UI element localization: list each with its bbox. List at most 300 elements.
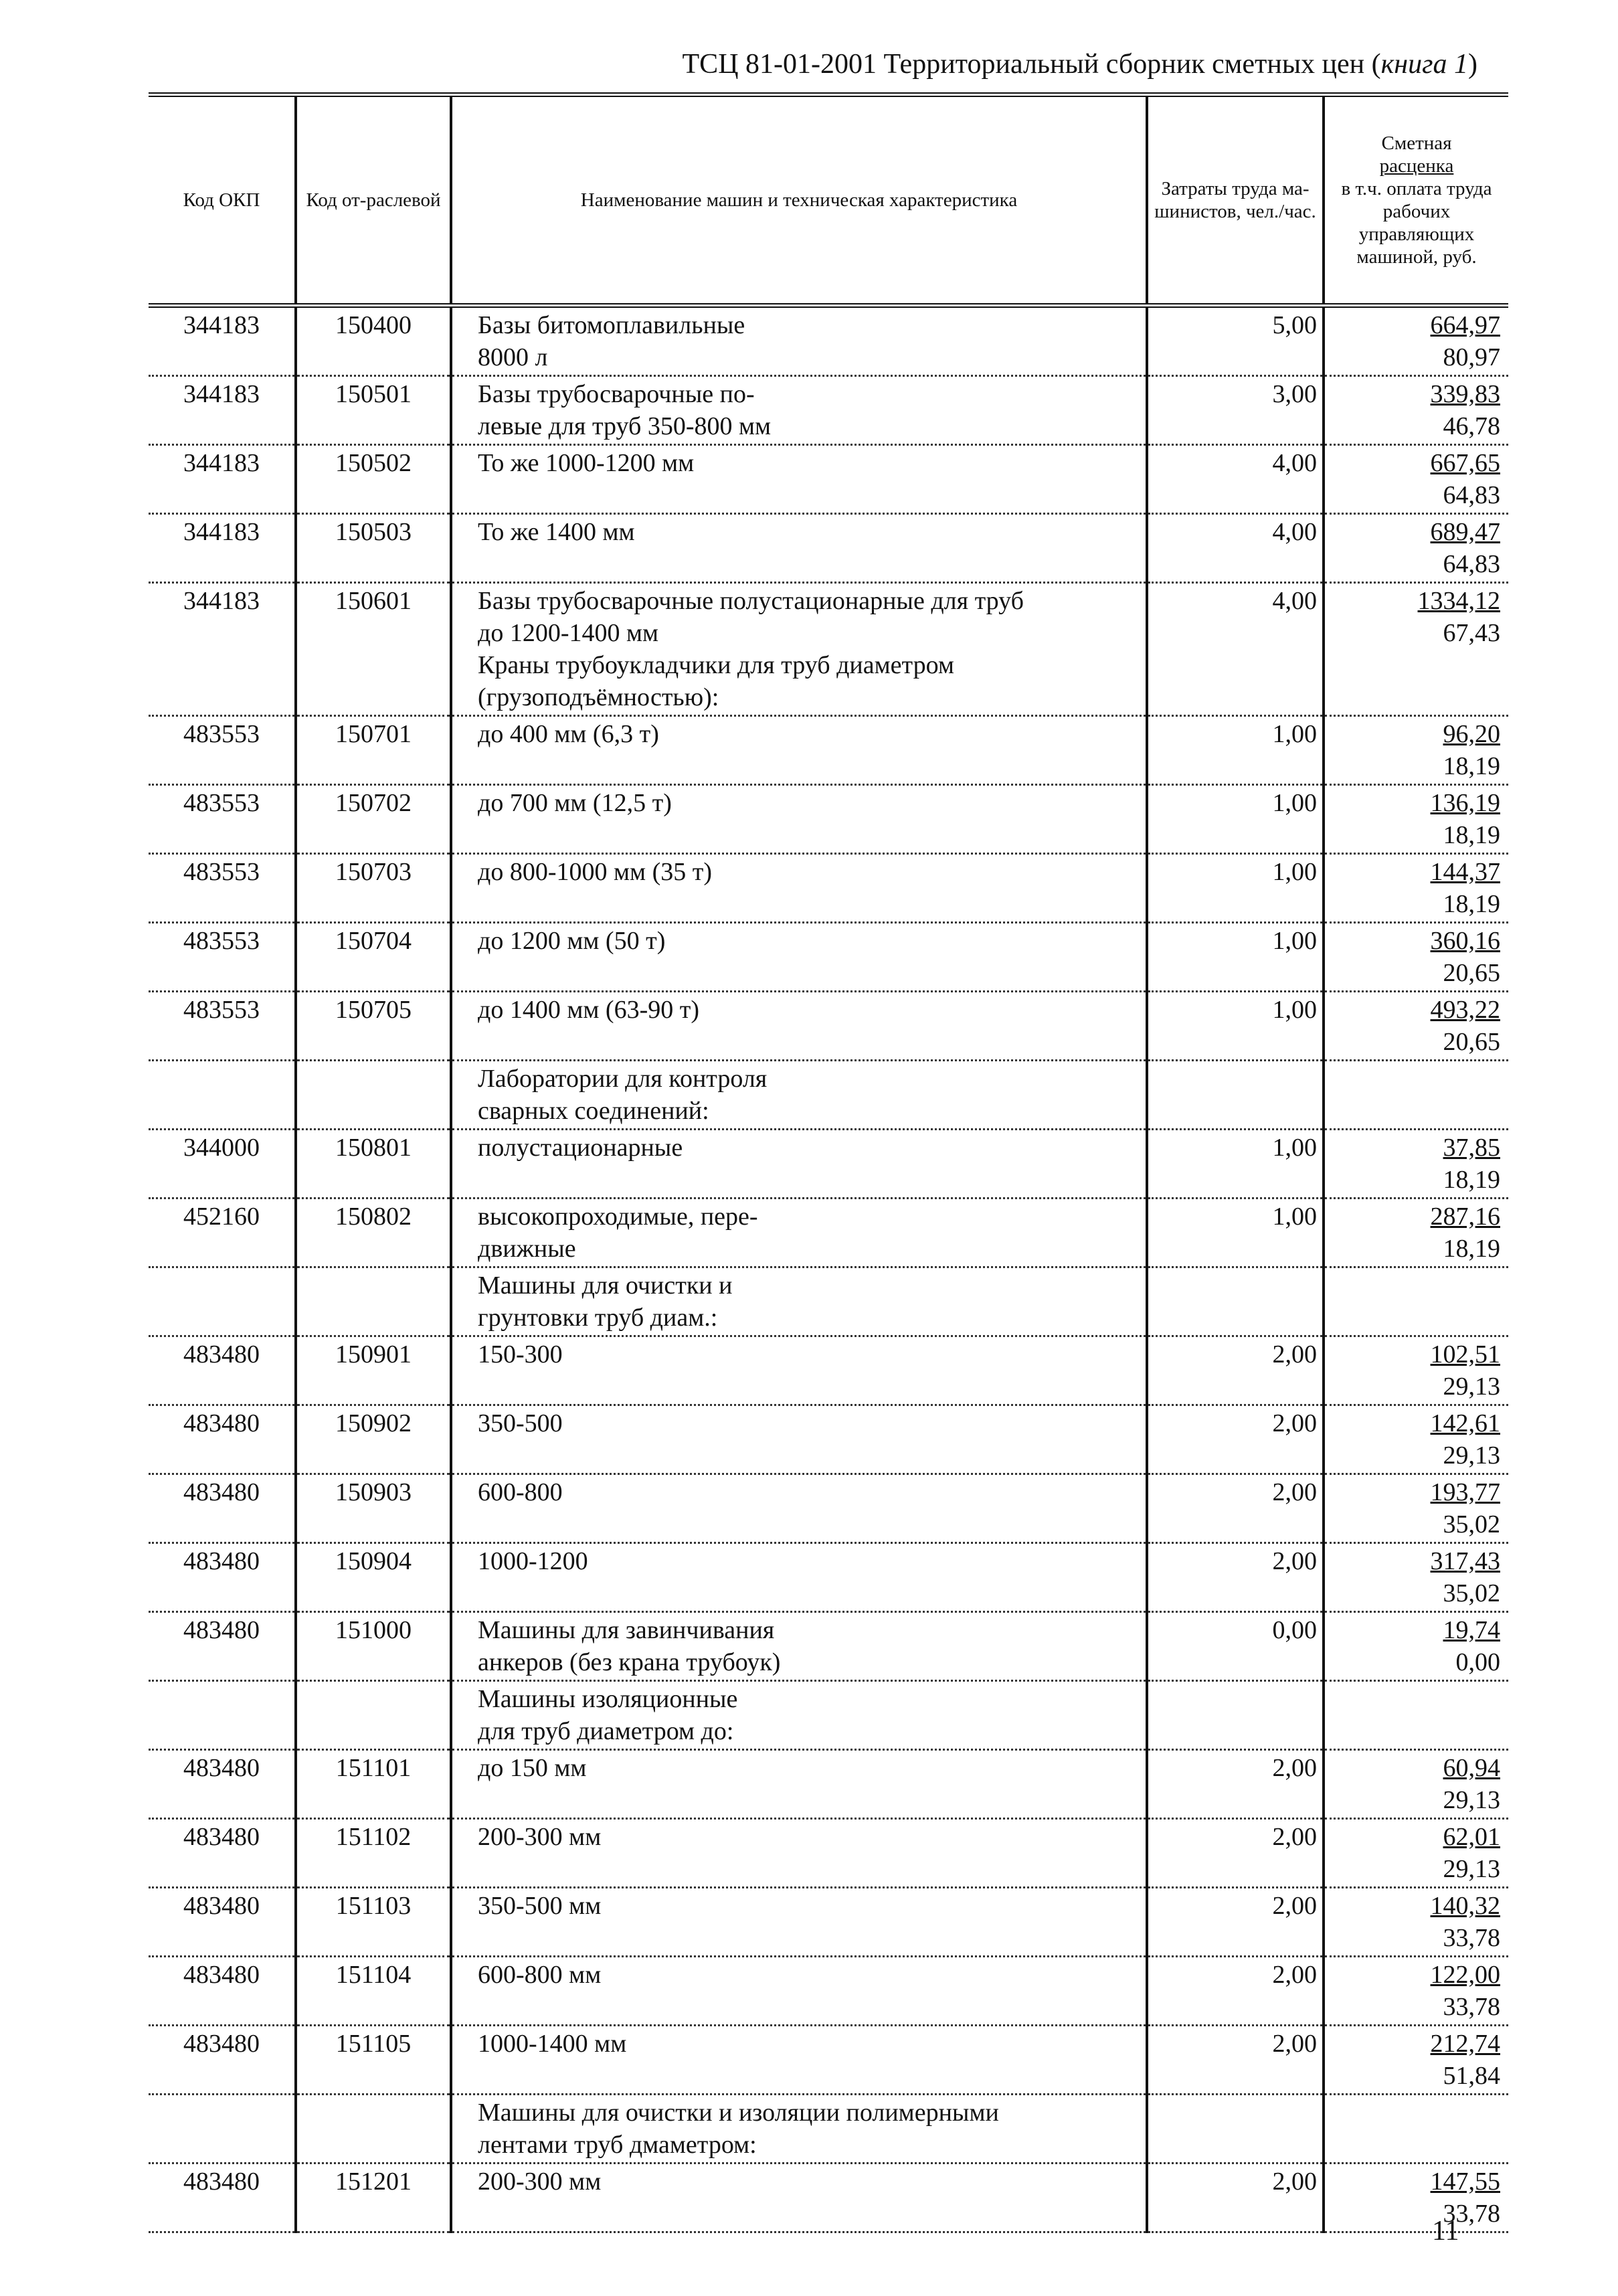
cell-name — [451, 1061, 1147, 1130]
pay-value: 67,43 — [1443, 619, 1500, 647]
price-table — [149, 92, 1508, 2233]
cell-name — [451, 376, 1147, 445]
machine-name: 150-300 — [478, 1340, 563, 1368]
pay-value: 29,13 — [1443, 1786, 1500, 1814]
pay-value: 33,78 — [1443, 1993, 1500, 2021]
pay-value: 64,83 — [1443, 550, 1500, 578]
labor-value: 1,00 — [1272, 1203, 1317, 1231]
cell-price — [1324, 1888, 1508, 1957]
cell-okp — [149, 583, 296, 716]
okp-code: 483480 — [183, 1409, 260, 1437]
cell-price — [1324, 785, 1508, 854]
machine-name: 350-500 мм — [478, 1892, 602, 1920]
cell-price — [1324, 2163, 1508, 2232]
cell-name — [451, 1199, 1147, 1267]
cell-price — [1324, 1750, 1508, 1819]
okp-code: 344183 — [183, 311, 260, 339]
table-row — [149, 854, 1508, 923]
okp-code: 452160 — [183, 1203, 260, 1231]
machine-name: полустационарные — [478, 1134, 683, 1162]
pay-value: 46,78 — [1443, 412, 1500, 440]
cell-otr — [296, 1543, 451, 1612]
cell-otr — [296, 1267, 451, 1336]
otr-code: 150703 — [335, 858, 412, 886]
okp-code: 483480 — [183, 1754, 260, 1782]
labor-value: 1,00 — [1272, 996, 1317, 1024]
cell-labor — [1147, 1474, 1324, 1543]
cell-price — [1324, 1405, 1508, 1474]
cell-labor — [1147, 1612, 1324, 1681]
labor-value: 2,00 — [1272, 1892, 1317, 1920]
otr-code: 150903 — [335, 1478, 412, 1506]
cell-name — [451, 854, 1147, 923]
labor-value: 4,00 — [1272, 518, 1317, 546]
cell-name — [451, 1888, 1147, 1957]
cell-name — [451, 1819, 1147, 1888]
price-value: 193,77 — [1430, 1478, 1500, 1506]
cell-otr — [296, 2163, 451, 2232]
cell-price — [1324, 1612, 1508, 1681]
okp-code: 344000 — [183, 1134, 260, 1162]
otr-code: 150704 — [335, 927, 412, 955]
otr-code: 151105 — [335, 2030, 412, 2058]
cell-otr — [296, 992, 451, 1061]
okp-code: 483480 — [183, 1892, 260, 1920]
cell-otr — [296, 2095, 451, 2163]
labor-value: 2,00 — [1272, 1547, 1317, 1575]
cell-labor — [1147, 1061, 1324, 1130]
cell-okp — [149, 1405, 296, 1474]
table-row — [149, 1336, 1508, 1405]
machine-name: до 150 мм — [478, 1754, 587, 1782]
machine-name: Машины изоляционные — [478, 1685, 738, 1713]
labor-value: 4,00 — [1272, 587, 1317, 615]
cell-name — [451, 445, 1147, 514]
machine-name-line3: Краны трубоукладчики для труб диаметром — [478, 651, 954, 679]
pay-value: 0,00 — [1455, 1648, 1500, 1676]
labor-value: 1,00 — [1272, 927, 1317, 955]
price-value: 102,51 — [1430, 1340, 1500, 1368]
cell-okp — [149, 2163, 296, 2232]
price-value: 493,22 — [1430, 996, 1500, 1024]
cell-otr — [296, 514, 451, 583]
cell-name — [451, 1543, 1147, 1612]
cell-okp — [149, 1750, 296, 1819]
otr-code: 151201 — [335, 2168, 412, 2196]
price-value: 37,85 — [1443, 1134, 1500, 1162]
price-value: 287,16 — [1430, 1203, 1500, 1231]
cell-price — [1324, 1199, 1508, 1267]
otr-code: 150902 — [335, 1409, 412, 1437]
cell-price — [1324, 2095, 1508, 2163]
cell-price — [1324, 854, 1508, 923]
cell-name — [451, 2163, 1147, 2232]
okp-code: 483480 — [183, 2168, 260, 2196]
labor-value: 1,00 — [1272, 789, 1317, 817]
price-value: 689,47 — [1430, 518, 1500, 546]
okp-code: 483480 — [183, 1823, 260, 1851]
otr-code: 151102 — [335, 1823, 412, 1851]
cell-otr — [296, 1130, 451, 1199]
machine-name-line4: (грузоподъёмностью): — [478, 683, 719, 711]
pay-value: 33,78 — [1443, 2200, 1500, 2228]
machine-name: Базы трубосварочные полустационарные для труб — [478, 587, 1024, 615]
price-value: 144,37 — [1430, 858, 1500, 886]
pay-value: 18,19 — [1443, 821, 1500, 849]
pay-value: 18,19 — [1443, 890, 1500, 918]
cell-labor — [1147, 785, 1324, 854]
price-value: 339,83 — [1430, 380, 1500, 408]
pay-value: 20,65 — [1443, 959, 1500, 987]
machine-name: до 400 мм (6,3 т) — [478, 720, 659, 748]
price-value: 136,19 — [1430, 789, 1500, 817]
price-value: 664,97 — [1430, 311, 1500, 339]
pay-value: 18,19 — [1443, 752, 1500, 780]
table-row — [149, 376, 1508, 445]
cell-labor — [1147, 2026, 1324, 2095]
machine-name: Машины для очистки и изоляции полимерными — [478, 2099, 999, 2127]
table-row — [149, 1405, 1508, 1474]
cell-price — [1324, 514, 1508, 583]
labor-value: 2,00 — [1272, 1754, 1317, 1782]
cell-labor — [1147, 716, 1324, 785]
okp-code: 344183 — [183, 518, 260, 546]
okp-code: 483553 — [183, 927, 260, 955]
machine-name: 1000-1200 — [478, 1547, 588, 1575]
labor-value: 4,00 — [1272, 449, 1317, 477]
cell-name — [451, 1336, 1147, 1405]
otr-code: 150601 — [335, 587, 412, 615]
cell-price — [1324, 1681, 1508, 1750]
cell-okp — [149, 1267, 296, 1336]
table-row — [149, 1957, 1508, 2026]
labor-value: 2,00 — [1272, 1823, 1317, 1851]
okp-code: 344183 — [183, 380, 260, 408]
cell-otr — [296, 2026, 451, 2095]
machine-name: Машины для завинчивания — [478, 1616, 775, 1644]
cell-labor — [1147, 376, 1324, 445]
machine-name: Базы битомоплавильные — [478, 311, 745, 339]
pay-value: 18,19 — [1443, 1166, 1500, 1194]
otr-code: 150904 — [335, 1547, 412, 1575]
cell-okp — [149, 992, 296, 1061]
cell-name — [451, 514, 1147, 583]
otr-code: 151104 — [335, 1961, 412, 1989]
labor-value: 1,00 — [1272, 720, 1317, 748]
machine-name: 350-500 — [478, 1409, 563, 1437]
cell-otr — [296, 1888, 451, 1957]
table-row — [149, 1543, 1508, 1612]
cell-labor — [1147, 992, 1324, 1061]
cell-otr — [296, 376, 451, 445]
cell-otr — [296, 1957, 451, 2026]
machine-name: до 1200 мм (50 т) — [478, 927, 666, 955]
cell-otr — [296, 1405, 451, 1474]
price-value: 96,20 — [1443, 720, 1500, 748]
cell-price — [1324, 1061, 1508, 1130]
cell-labor — [1147, 514, 1324, 583]
cell-name — [451, 2026, 1147, 2095]
table-row — [149, 1888, 1508, 1957]
table-row — [149, 2163, 1508, 2232]
machine-name: до 800-1000 мм (35 т) — [478, 858, 712, 886]
pay-value: 51,84 — [1443, 2062, 1500, 2090]
cell-otr — [296, 1061, 451, 1130]
cell-labor — [1147, 2095, 1324, 2163]
price-value: 667,65 — [1430, 449, 1500, 477]
table-row — [149, 1199, 1508, 1267]
cell-name — [451, 992, 1147, 1061]
table-row — [149, 2095, 1508, 2163]
table-row — [149, 1474, 1508, 1543]
machine-name: Базы трубосварочные по- — [478, 380, 755, 408]
cell-price — [1324, 1474, 1508, 1543]
pay-value: 80,97 — [1443, 343, 1500, 371]
machine-name-line2: грунтовки труб диам.: — [478, 1304, 718, 1332]
cell-price — [1324, 583, 1508, 716]
cell-okp — [149, 1199, 296, 1267]
table-row — [149, 1267, 1508, 1336]
machine-name: высокопроходимые, пере- — [478, 1203, 758, 1231]
cell-okp — [149, 514, 296, 583]
column-header-okp: Код ОКП — [149, 95, 296, 306]
page-header — [683, 48, 1477, 80]
price-value: 142,61 — [1430, 1409, 1500, 1437]
labor-value: 2,00 — [1272, 1478, 1317, 1506]
header-title-book: книга 1 — [1380, 49, 1468, 80]
okp-code: 483480 — [183, 1478, 260, 1506]
price-value: 122,00 — [1430, 1961, 1500, 1989]
cell-labor — [1147, 1405, 1324, 1474]
header-title-suffix: ) — [1468, 49, 1477, 80]
cell-labor — [1147, 306, 1324, 376]
cell-price — [1324, 1130, 1508, 1199]
price-value: 1334,12 — [1417, 587, 1500, 615]
cell-otr — [296, 1474, 451, 1543]
table-row — [149, 1750, 1508, 1819]
okp-code: 483480 — [183, 1616, 260, 1644]
page-number: 11 — [1432, 2216, 1459, 2246]
otr-code: 150501 — [335, 380, 412, 408]
column-header-price-underlined: расценка — [1379, 155, 1454, 177]
okp-code: 344183 — [183, 587, 260, 615]
table-row — [149, 514, 1508, 583]
pay-value: 33,78 — [1443, 1924, 1500, 1952]
table-row — [149, 1612, 1508, 1681]
cell-name — [451, 1130, 1147, 1199]
cell-name — [451, 306, 1147, 376]
table-row — [149, 306, 1508, 376]
table-row — [149, 992, 1508, 1061]
labor-value: 1,00 — [1272, 858, 1317, 886]
otr-code: 150503 — [335, 518, 412, 546]
cell-price — [1324, 376, 1508, 445]
table-header-row — [149, 95, 1508, 306]
pay-value: 35,02 — [1443, 1579, 1500, 1607]
price-value: 360,16 — [1430, 927, 1500, 955]
okp-code: 483553 — [183, 996, 260, 1024]
cell-otr — [296, 785, 451, 854]
cell-labor — [1147, 923, 1324, 992]
cell-okp — [149, 376, 296, 445]
otr-code: 150502 — [335, 449, 412, 477]
cell-price — [1324, 2026, 1508, 2095]
cell-okp — [149, 1474, 296, 1543]
column-header-price-rest: в т.ч. оплата труда рабочих управляющих машиной, руб. — [1341, 178, 1492, 268]
labor-value: 2,00 — [1272, 2168, 1317, 2196]
cell-name — [451, 785, 1147, 854]
cell-okp — [149, 445, 296, 514]
machine-name: То же 1400 мм — [478, 518, 635, 546]
cell-okp — [149, 716, 296, 785]
cell-price — [1324, 1543, 1508, 1612]
otr-code: 150701 — [335, 720, 412, 748]
cell-price — [1324, 445, 1508, 514]
price-value: 19,74 — [1443, 1616, 1500, 1644]
machine-name: 1000-1400 мм — [478, 2030, 627, 2058]
table-row — [149, 1819, 1508, 1888]
machine-name: 200-300 мм — [478, 2168, 602, 2196]
pay-value: 35,02 — [1443, 1510, 1500, 1538]
cell-name — [451, 1267, 1147, 1336]
cell-labor — [1147, 583, 1324, 716]
labor-value: 5,00 — [1272, 311, 1317, 339]
machine-name: Машины для очистки и — [478, 1271, 733, 1300]
otr-code: 151103 — [335, 1892, 412, 1920]
otr-code: 150802 — [335, 1203, 412, 1231]
column-header-otr: Код от-раслевой — [296, 95, 451, 306]
pay-value: 20,65 — [1443, 1028, 1500, 1056]
table-row — [149, 583, 1508, 716]
okp-code: 483480 — [183, 1340, 260, 1368]
table-row — [149, 923, 1508, 992]
table-row — [149, 445, 1508, 514]
cell-labor — [1147, 1130, 1324, 1199]
column-header-labor: Затраты труда ма-шинистов, чел./час. — [1147, 95, 1324, 306]
otr-code: 151000 — [335, 1616, 412, 1644]
cell-labor — [1147, 1543, 1324, 1612]
price-value: 60,94 — [1443, 1754, 1500, 1782]
cell-labor — [1147, 445, 1324, 514]
okp-code: 483480 — [183, 1547, 260, 1575]
cell-otr — [296, 1681, 451, 1750]
pay-value: 18,19 — [1443, 1235, 1500, 1263]
labor-value: 1,00 — [1272, 1134, 1317, 1162]
cell-name — [451, 2095, 1147, 2163]
cell-okp — [149, 2026, 296, 2095]
cell-labor — [1147, 1957, 1324, 2026]
cell-otr — [296, 445, 451, 514]
machine-name-line2: анкеров (без крана трубоук) — [478, 1648, 781, 1676]
cell-name — [451, 923, 1147, 992]
cell-labor — [1147, 854, 1324, 923]
cell-okp — [149, 1543, 296, 1612]
cell-otr — [296, 306, 451, 376]
cell-okp — [149, 1888, 296, 1957]
cell-okp — [149, 1612, 296, 1681]
machine-name: до 700 мм (12,5 т) — [478, 789, 672, 817]
machine-name: То же 1000-1200 мм — [478, 449, 695, 477]
okp-code: 483553 — [183, 789, 260, 817]
cell-otr — [296, 1336, 451, 1405]
cell-labor — [1147, 1336, 1324, 1405]
cell-price — [1324, 923, 1508, 992]
machine-name-line2: для труб диаметром до: — [478, 1717, 734, 1745]
cell-okp — [149, 923, 296, 992]
labor-value: 2,00 — [1272, 1340, 1317, 1368]
cell-okp — [149, 1336, 296, 1405]
cell-price — [1324, 1267, 1508, 1336]
labor-value: 3,00 — [1272, 380, 1317, 408]
otr-code: 150901 — [335, 1340, 412, 1368]
cell-labor — [1147, 1267, 1324, 1336]
price-value: 140,32 — [1430, 1892, 1500, 1920]
cell-okp — [149, 854, 296, 923]
otr-code: 150705 — [335, 996, 412, 1024]
column-header-name: Наименование машин и техническая характеристика — [451, 95, 1147, 306]
machine-name: 600-800 — [478, 1478, 563, 1506]
machine-name: 600-800 мм — [478, 1961, 602, 1989]
table-row — [149, 1681, 1508, 1750]
pay-value: 29,13 — [1443, 1855, 1500, 1883]
cell-labor — [1147, 1750, 1324, 1819]
okp-code: 483553 — [183, 858, 260, 886]
labor-value: 2,00 — [1272, 1409, 1317, 1437]
table-row — [149, 716, 1508, 785]
machine-name: 200-300 мм — [478, 1823, 602, 1851]
cell-otr — [296, 716, 451, 785]
price-value: 62,01 — [1443, 1823, 1500, 1851]
cell-okp — [149, 785, 296, 854]
cell-otr — [296, 583, 451, 716]
labor-value: 0,00 — [1272, 1616, 1317, 1644]
cell-okp — [149, 1819, 296, 1888]
cell-name — [451, 1681, 1147, 1750]
cell-otr — [296, 854, 451, 923]
otr-code: 150801 — [335, 1134, 412, 1162]
cell-name — [451, 1474, 1147, 1543]
cell-okp — [149, 1957, 296, 2026]
labor-value: 2,00 — [1272, 1961, 1317, 1989]
machine-name-line2: сварных соединений: — [478, 1097, 709, 1125]
cell-okp — [149, 1681, 296, 1750]
machine-name-line2: левые для труб 350-800 мм — [478, 412, 772, 440]
okp-code: 483480 — [183, 2030, 260, 2058]
cell-otr — [296, 1612, 451, 1681]
cell-okp — [149, 2095, 296, 2163]
otr-code: 150702 — [335, 789, 412, 817]
price-value: 317,43 — [1430, 1547, 1500, 1575]
cell-price — [1324, 1957, 1508, 2026]
cell-price — [1324, 1819, 1508, 1888]
table-row — [149, 1061, 1508, 1130]
machine-name-line2: движные — [478, 1235, 576, 1263]
cell-price — [1324, 1336, 1508, 1405]
cell-otr — [296, 923, 451, 992]
machine-name-line2: лентами труб дмаметром: — [478, 2131, 757, 2159]
table-row — [149, 1130, 1508, 1199]
cell-okp — [149, 1130, 296, 1199]
machine-name-line2: до 1200-1400 мм — [478, 619, 659, 647]
cell-otr — [296, 1199, 451, 1267]
okp-code: 344183 — [183, 449, 260, 477]
cell-otr — [296, 1750, 451, 1819]
cell-price — [1324, 992, 1508, 1061]
pay-value: 64,83 — [1443, 481, 1500, 509]
machine-name-line2: 8000 л — [478, 343, 548, 371]
table-body — [149, 306, 1508, 2232]
machine-name: Лаборатории для контроля — [478, 1065, 768, 1093]
